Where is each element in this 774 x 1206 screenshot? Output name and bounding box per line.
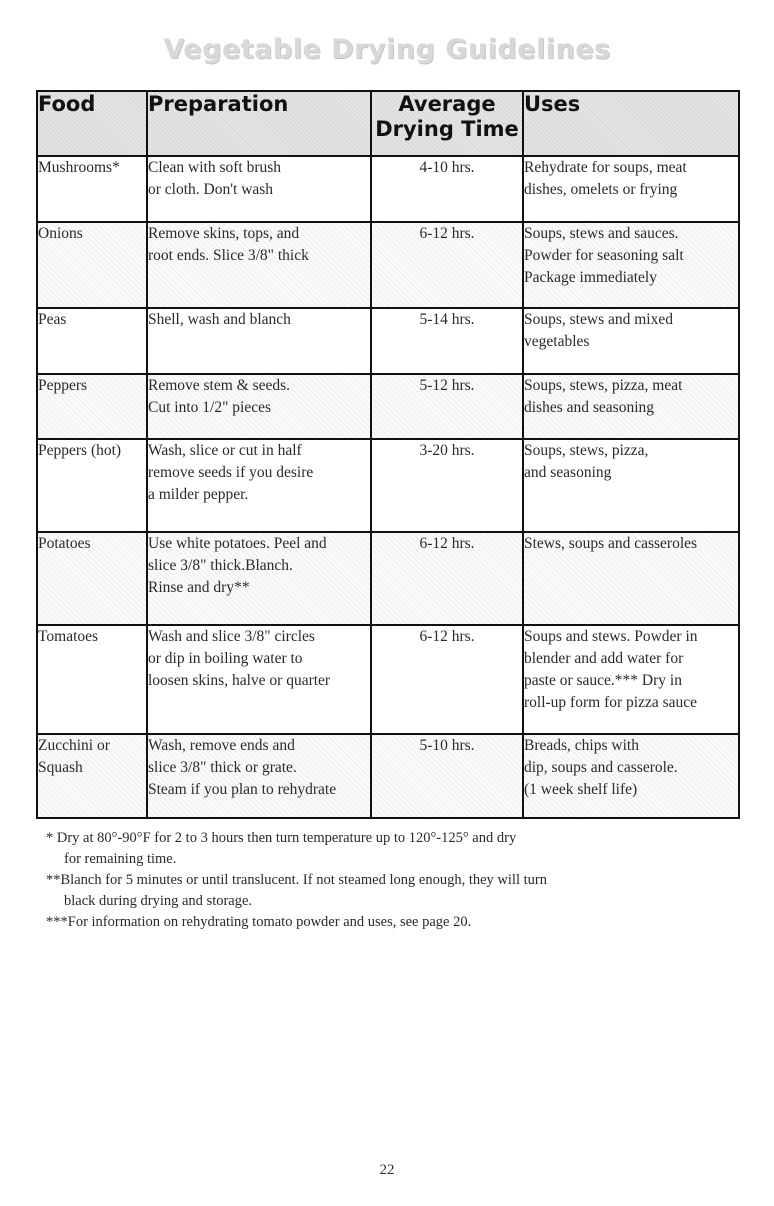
cell-preparation: Clean with soft brush or cloth. Don't wash bbox=[147, 156, 371, 222]
footnote-3-line1: ***For information on rehydrating tomato powder and uses, see page 20. bbox=[46, 914, 472, 930]
cell-drying-time: 6-12 hrs. bbox=[371, 625, 523, 734]
cell-uses: Soups, stews, pizza, and seasoning bbox=[523, 439, 739, 532]
cell-drying-time: 5-14 hrs. bbox=[371, 308, 523, 374]
cell-preparation: Wash and slice 3/8" circles or dip in boiling water to loosen skins, halve or quarter bbox=[147, 625, 371, 734]
cell-uses: Breads, chips with dip, soups and casserole. (1 week shelf life) bbox=[523, 734, 739, 818]
cell-uses: Soups and stews. Powder in blender and add water for paste or sauce.*** Dry in roll-up form for pizza sauce bbox=[523, 625, 739, 734]
cell-uses: Soups, stews and sauces. Powder for seasoning salt Package immediately bbox=[523, 222, 739, 308]
header-drying-time bbox=[371, 91, 523, 156]
footnote-1-line2: for remaining time. bbox=[64, 851, 177, 867]
cell-preparation: Remove skins, tops, and root ends. Slice 3/8" thick bbox=[147, 222, 371, 308]
vegetable-drying-table bbox=[36, 90, 740, 819]
table-row bbox=[37, 532, 739, 625]
table-header-row bbox=[37, 91, 739, 156]
header-food: Food bbox=[37, 91, 147, 156]
cell-uses: Soups, stews, pizza, meat dishes and seasoning bbox=[523, 374, 739, 439]
page-title: Vegetable Drying Guidelines bbox=[163, 34, 611, 65]
cell-uses: Stews, soups and casseroles bbox=[523, 532, 739, 625]
header-uses: Uses bbox=[523, 91, 739, 156]
cell-food: Tomatoes bbox=[38, 628, 99, 645]
table-row bbox=[37, 374, 739, 439]
footnotes bbox=[46, 828, 726, 933]
table-row bbox=[37, 156, 739, 222]
cell-food: Peppers (hot) bbox=[38, 442, 122, 459]
cell-drying-time: 6-12 hrs. bbox=[371, 222, 523, 308]
cell-preparation: Shell, wash and blanch bbox=[147, 308, 371, 374]
table-row bbox=[37, 439, 739, 532]
cell-uses: Soups, stews and mixed vegetables bbox=[523, 308, 739, 374]
cell-food: Peppers bbox=[37, 374, 147, 439]
footnote-2-line2: black during drying and storage. bbox=[64, 893, 253, 909]
cell-drying-time: 5-10 hrs. bbox=[371, 734, 523, 818]
cell-food: Zucchini or Squash bbox=[37, 734, 147, 818]
cell-food: Potatoes bbox=[37, 532, 147, 625]
cell-food: Mushrooms* bbox=[38, 159, 120, 176]
footnote-2-line1: **Blanch for 5 minutes or until translucent. If not steamed long enough, they will turn bbox=[46, 872, 547, 888]
header-drying-time-line2: Drying Time bbox=[375, 117, 519, 141]
cell-drying-time: 3-20 hrs. bbox=[371, 439, 523, 532]
table-row bbox=[37, 625, 739, 734]
header-drying-time-line1: Average bbox=[398, 92, 496, 116]
table-row bbox=[37, 308, 739, 374]
table-row bbox=[37, 734, 739, 818]
cell-drying-time: 6-12 hrs. bbox=[371, 532, 523, 625]
cell-preparation: Use white potatoes. Peel and slice 3/8" thick.Blanch. Rinse and dry** bbox=[147, 532, 371, 625]
header-preparation: Preparation bbox=[147, 91, 371, 156]
footnote-1-line1: * Dry at 80°-90°F for 2 to 3 hours then turn temperature up to 120°-125° and dry bbox=[46, 830, 517, 846]
cell-food: Peas bbox=[38, 311, 67, 328]
cell-preparation: Remove stem & seeds. Cut into 1/2" pieces bbox=[147, 374, 371, 439]
page-number: 22 bbox=[379, 1162, 395, 1178]
cell-drying-time: 5-12 hrs. bbox=[371, 374, 523, 439]
table-row bbox=[37, 222, 739, 308]
cell-preparation: Wash, remove ends and slice 3/8" thick or grate. Steam if you plan to rehydrate bbox=[147, 734, 371, 818]
cell-drying-time: 4-10 hrs. bbox=[371, 156, 523, 222]
cell-food: Onions bbox=[37, 222, 147, 308]
cell-uses: Rehydrate for soups, meat dishes, omelets or frying bbox=[523, 156, 739, 222]
cell-preparation: Wash, slice or cut in half remove seeds if you desire a milder pepper. bbox=[147, 439, 371, 532]
